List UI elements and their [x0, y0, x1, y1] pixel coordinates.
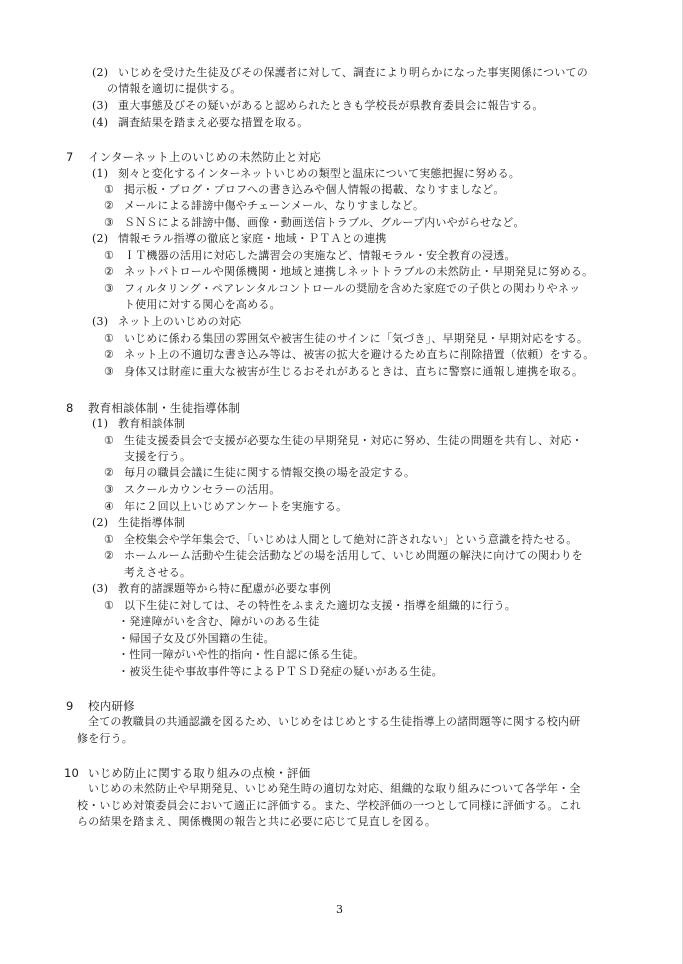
list-item-continuation: 支援を行う。 [124, 450, 192, 463]
bullet-item: ・性同一障がいや性的指向・性自認に係る生徒。 [118, 648, 365, 661]
list-item: (3) 教育的諸課題等から特に配慮が必要な事例 [92, 582, 331, 595]
list-item: (3) ネット上のいじめの対応 [92, 315, 242, 328]
paragraph-line: らの結果を踏まえ、関係機関の報告と共に必要に応じて見直しを図る。 [77, 815, 437, 828]
list-item-continuation: の情報を適切に提供する。 [107, 82, 242, 95]
list-item: (3) 重大事態及びその疑いがあると認められたときも学校長が県教育委員会に報告する。 [92, 99, 544, 112]
list-item: ② ネット上の不適切な書き込み等は、被害の拡大を避けるため直ちに削除措置（依頼）をする。 [104, 348, 595, 361]
list-item: ① 生徒支援委員会で支援が必要な生徒の早期発見・対応に努め、生徒の問題を共有し、対応・ [104, 434, 583, 447]
section-heading: 10 いじめ防止に関する取り組みの点検・評価 [64, 766, 311, 780]
list-item: (1) 刻々と変化するインターネットいじめの類型と温床について実態把握に努める。 [92, 167, 520, 180]
bullet-item: ・発達障がいを含む、障がいのある生徒 [118, 615, 320, 628]
list-item: (2) 情報モラル指導の徹底と家庭・地域・ＰＴＡとの連携 [92, 232, 387, 245]
list-item: ② 毎月の職員会議に生徒に関する情報交換の場を設定する。 [104, 466, 416, 479]
list-item: ④ 年に２回以上いじめアンケートを実施する。 [104, 500, 348, 513]
page-number: 3 [336, 903, 343, 916]
list-item: (4) 調査結果を踏まえ必要な措置を取る。 [92, 116, 309, 129]
section-heading: 8 教育相談体制・生徒指導体制 [66, 401, 241, 415]
list-item: ① 掲示板・ブログ・プロフへの書き込みや個人情報の掲載、なりすましなど。 [104, 183, 505, 196]
paragraph-line: 校・いじめ対策委員会において適正に評価する。また、学校評価の一つとして同様に評価する。これ [77, 799, 581, 812]
paragraph-line: 修を行う。 [77, 732, 133, 745]
list-item-continuation: ト使用に対する関心を高める。 [124, 298, 281, 311]
list-item: ① 以下生徒に対しては、その特性をふまえた適切な支援・指導を組織的に行う。 [104, 599, 516, 612]
paragraph-line: いじめの未然防止や早期発見、いじめ発生時の適切な対応、組織的な取り組みについて各学年・全 [88, 782, 581, 795]
list-item: ③ 身体又は財産に重大な被害が生じるおそれがあるときは、直ちに警察に通報し連携を取る。 [104, 365, 584, 378]
list-item: ② ホームルーム活動や生徒会活動などの場を活用して、いじめ問題の解決に向けての関わりを [104, 549, 583, 562]
bullet-item: ・帰国子女及び外国籍の生徒。 [118, 632, 275, 645]
section-heading: 9 校内研修 [66, 699, 135, 713]
list-item: ② メールによる誹謗中傷やチェーンメール、なりすましなど。 [104, 199, 425, 212]
list-item-continuation: 考えさせる。 [124, 566, 192, 579]
paragraph-line: 全ての教職員の共通認識を図るため、いじめをはじめとする生徒指導上の諸問題等に関する校内研 [88, 715, 581, 728]
list-item: ① いじめに係わる集団の雰囲気や被害生徒のサインに「気づき」、早期発見・早期対応をする。 [104, 332, 589, 345]
list-item: (2) 生徒指導体制 [92, 516, 186, 529]
list-item: ① ＩＴ機器の活用に対応した講習会の実施など、情報モラル・安全教育の浸透。 [104, 249, 516, 262]
list-item: ③ スクールカウンセラーの活用。 [104, 483, 281, 496]
list-item: (2) いじめを受けた生徒及びその保護者に対して、調査により明らかになった事実関係についての [92, 66, 588, 79]
list-item: ② ネットパトロールや関係機関・地域と連携しネットトラブルの未然防止・早期発見に努める。 [104, 265, 594, 278]
section-heading: 7 インターネット上のいじめの未然防止と対応 [66, 150, 321, 164]
list-item: (1) 教育相談体制 [92, 417, 186, 430]
bullet-item: ・被災生徒や事故事件等によるＰＴＳＤ発症の疑いがある生徒。 [118, 665, 443, 678]
list-item: ③ ＳＮＳによる誹謗中傷、画像・動画送信トラブル、グループ内いやがらせなど。 [104, 216, 525, 229]
list-item: ③ フィルタリング・ペアレンタルコントロールの奨励を含めた家庭での子供との関わりやネッ [104, 282, 581, 295]
list-item: ① 全校集会や学年集会で、「いじめは人間として絶対に許されない」という意識を持たせる。 [104, 533, 578, 546]
